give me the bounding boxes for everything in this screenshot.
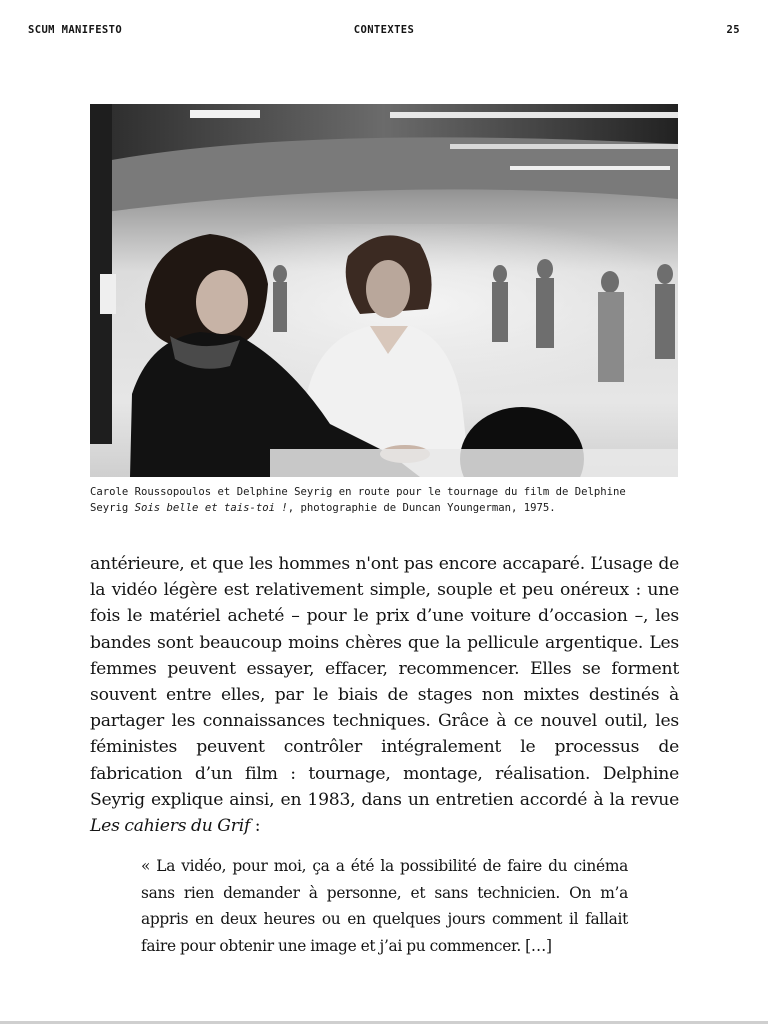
photo-caption xyxy=(90,484,650,516)
body-paragraph xyxy=(90,551,679,839)
quote-text: « La vidéo, pour moi, ça a été la possibilité de faire du cinéma sans rien demander à personne, et sans technicien. On m’a appris en deux heures ou en quelques jours comment il fallait faire pour obtenir une image et j’ai pu commencer. […] xyxy=(141,857,628,955)
page-number: 25 xyxy=(726,24,740,36)
body-text-end: : xyxy=(250,816,261,837)
running-header xyxy=(28,24,740,40)
section-title: CONTEXTES xyxy=(353,24,415,36)
caption-credit: , photographie de Duncan Youngerman, 1975. xyxy=(287,502,556,514)
book-title: SCUM MANIFESTO xyxy=(28,24,123,36)
caption-text: Carole Roussopoulos et Delphine Seyrig en route pour le tournage du film de Delphine Seyrig xyxy=(90,486,626,514)
body-text-main: antérieure, et que les hommes n'ont pas encore accaparé. L’usage de la vidéo légère est relativement simple, souple et peu onéreux : une fois le matériel acheté – pour le prix d’une voiture d’occasion –, les bandes sont beaucoup moins chères que la pellicule argentique. Les femmes peuvent essayer, effacer, recommencer. Elles se forment souvent entre elles, par le biais de stages non mixtes destinés à partager les connaissances techniques. Grâce à ce nouvel outil, les féministes peuvent contrôler intégralement le processus de fabrication d’un film : tournage, montage, réalisation. Delphine Seyrig explique ainsi, en 1983, dans un entretien accordé à la revue xyxy=(90,554,679,810)
block-quote xyxy=(141,853,628,959)
caption-film-title: Sois belle et tais-toi ! xyxy=(134,502,288,514)
photograph xyxy=(90,104,678,477)
journal-title: Les cahiers du Grif xyxy=(90,816,251,837)
